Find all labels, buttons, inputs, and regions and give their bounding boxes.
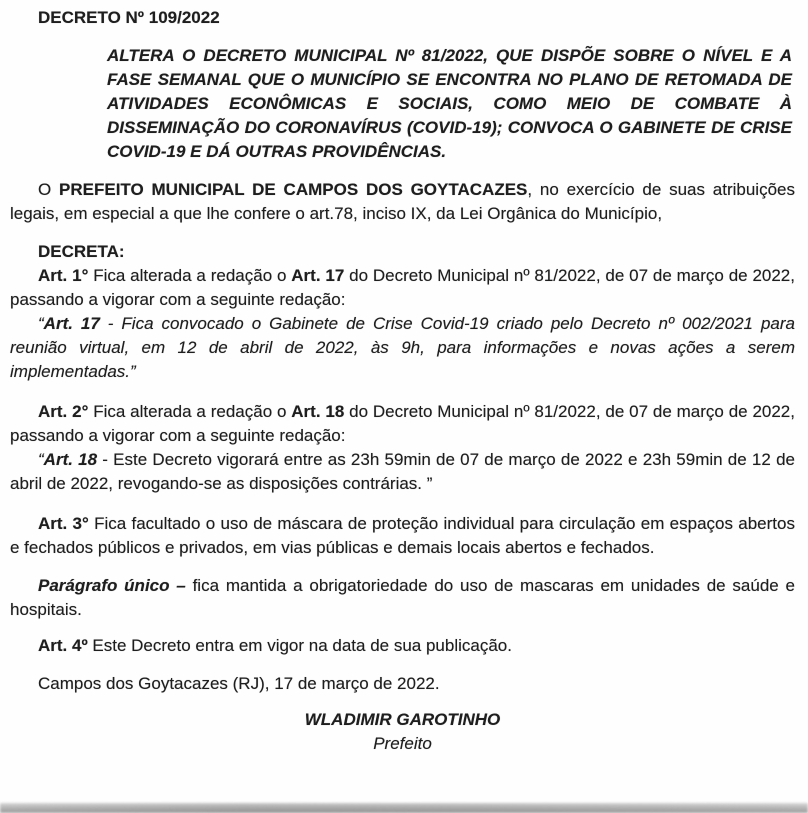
enacting-clause-text: DECRETA: bbox=[38, 242, 125, 261]
article-4 bbox=[10, 634, 795, 658]
article-2-text2: do Decreto Municipal nº 81/2022, de 07 de março de 2022, passando a vigorar com a seguinte redação: bbox=[10, 402, 795, 445]
article-1-text1: Fica alterada a redação o bbox=[88, 266, 292, 285]
scan-edge-artifact bbox=[0, 803, 808, 813]
article-18-quote-label: Art. 18 bbox=[43, 450, 98, 469]
article-18-quote-text: - Este Decreto vigorará entre as 23h 59min de 07 de março de 2022 e 23h 59min de 12 de abril de 2022, revogando-se as disposições contrárias. ” bbox=[10, 450, 795, 493]
dateline bbox=[38, 672, 795, 696]
article-17-quote-text: - Fica convocado o Gabinete de Crise Covid-19 criado pelo Decreto nº 002/2021 para reunião virtual, em 12 de abril de 2022, às 9h, para informações e novas ações a serem implementadas.” bbox=[10, 314, 795, 381]
article-17-quote-label: Art. 17 bbox=[43, 314, 100, 333]
epigraph bbox=[107, 44, 792, 164]
sole-paragraph-text: fica mantida a obrigatoriedade do uso de mascaras em unidades de saúde e hospitais. bbox=[10, 576, 795, 619]
article-17-quote bbox=[10, 312, 795, 384]
article-2 bbox=[10, 400, 795, 448]
article-4-text: Este Decreto entra em vigor na data de sua publicação. bbox=[87, 636, 512, 655]
article-3 bbox=[10, 512, 795, 560]
article-4-label: Art. 4º bbox=[38, 636, 88, 655]
article-2-text1: Fica alterada a redação o bbox=[88, 402, 292, 421]
preamble-authority: PREFEITO MUNICIPAL DE CAMPOS DOS GOYTACAZES bbox=[59, 180, 528, 199]
sole-paragraph bbox=[10, 574, 795, 622]
article-2-label: Art. 2° bbox=[38, 402, 89, 421]
sole-paragraph-label: Parágrafo único – bbox=[38, 576, 186, 595]
signature-role bbox=[10, 732, 795, 756]
decree-number-text: DECRETO Nº 109/2022 bbox=[38, 8, 220, 27]
article-1-text2: do Decreto Municipal nº 81/2022, de 07 de março de 2022, passando a vigorar com a seguinte redação: bbox=[10, 266, 795, 309]
article-18-quote bbox=[10, 448, 795, 496]
decree-number bbox=[38, 6, 795, 30]
signature-name-text: WLADIMIR GAROTINHO bbox=[304, 710, 501, 729]
signature-role-text: Prefeito bbox=[373, 734, 432, 753]
article-1 bbox=[10, 264, 795, 312]
article-3-text: Fica facultado o uso de máscara de proteção individual para circulação em espaços abertos e fechados públicos e privados, em vias públicas e demais locais abertos e fechados. bbox=[10, 514, 795, 557]
preamble-lead: O bbox=[38, 180, 60, 199]
preamble bbox=[10, 178, 795, 226]
dateline-text: Campos dos Goytacazes (RJ), 17 de março de 2022. bbox=[38, 674, 440, 693]
article-1-ref: Art. 17 bbox=[291, 266, 345, 285]
preamble-rest: , no exercício de suas atribuições legais, em especial a que lhe confere o art.78, inciso IX, da Lei Orgânica do Município, bbox=[10, 180, 795, 223]
epigraph-text: ALTERA O DECRETO MUNICIPAL Nº 81/2022, QUE DISPÕE SOBRE O NÍVEL E A FASE SEMANAL QUE O MUNICÍPIO SE ENCONTRA NO PLANO DE RETOMADA DE ATIVIDADES ECONÔMICAS E SOCIAIS, COMO MEIO DE COMBATE À DISSEMINAÇÃO DO CORONAVÍRUS (COVID-19); CONVOCA O GABINETE DE CRISE COVID-19 E DÁ OUTRAS PROVIDÊNCIAS. bbox=[107, 46, 792, 161]
article-1-label: Art. 1° bbox=[38, 266, 89, 285]
enacting-clause bbox=[38, 240, 795, 264]
article-17-quote-open: “ bbox=[38, 314, 44, 333]
article-3-label: Art. 3° bbox=[38, 514, 89, 533]
article-18-quote-open: “ bbox=[38, 450, 44, 469]
signature-name bbox=[10, 708, 795, 732]
signature-block bbox=[10, 708, 795, 756]
article-2-ref: Art. 18 bbox=[291, 402, 345, 421]
